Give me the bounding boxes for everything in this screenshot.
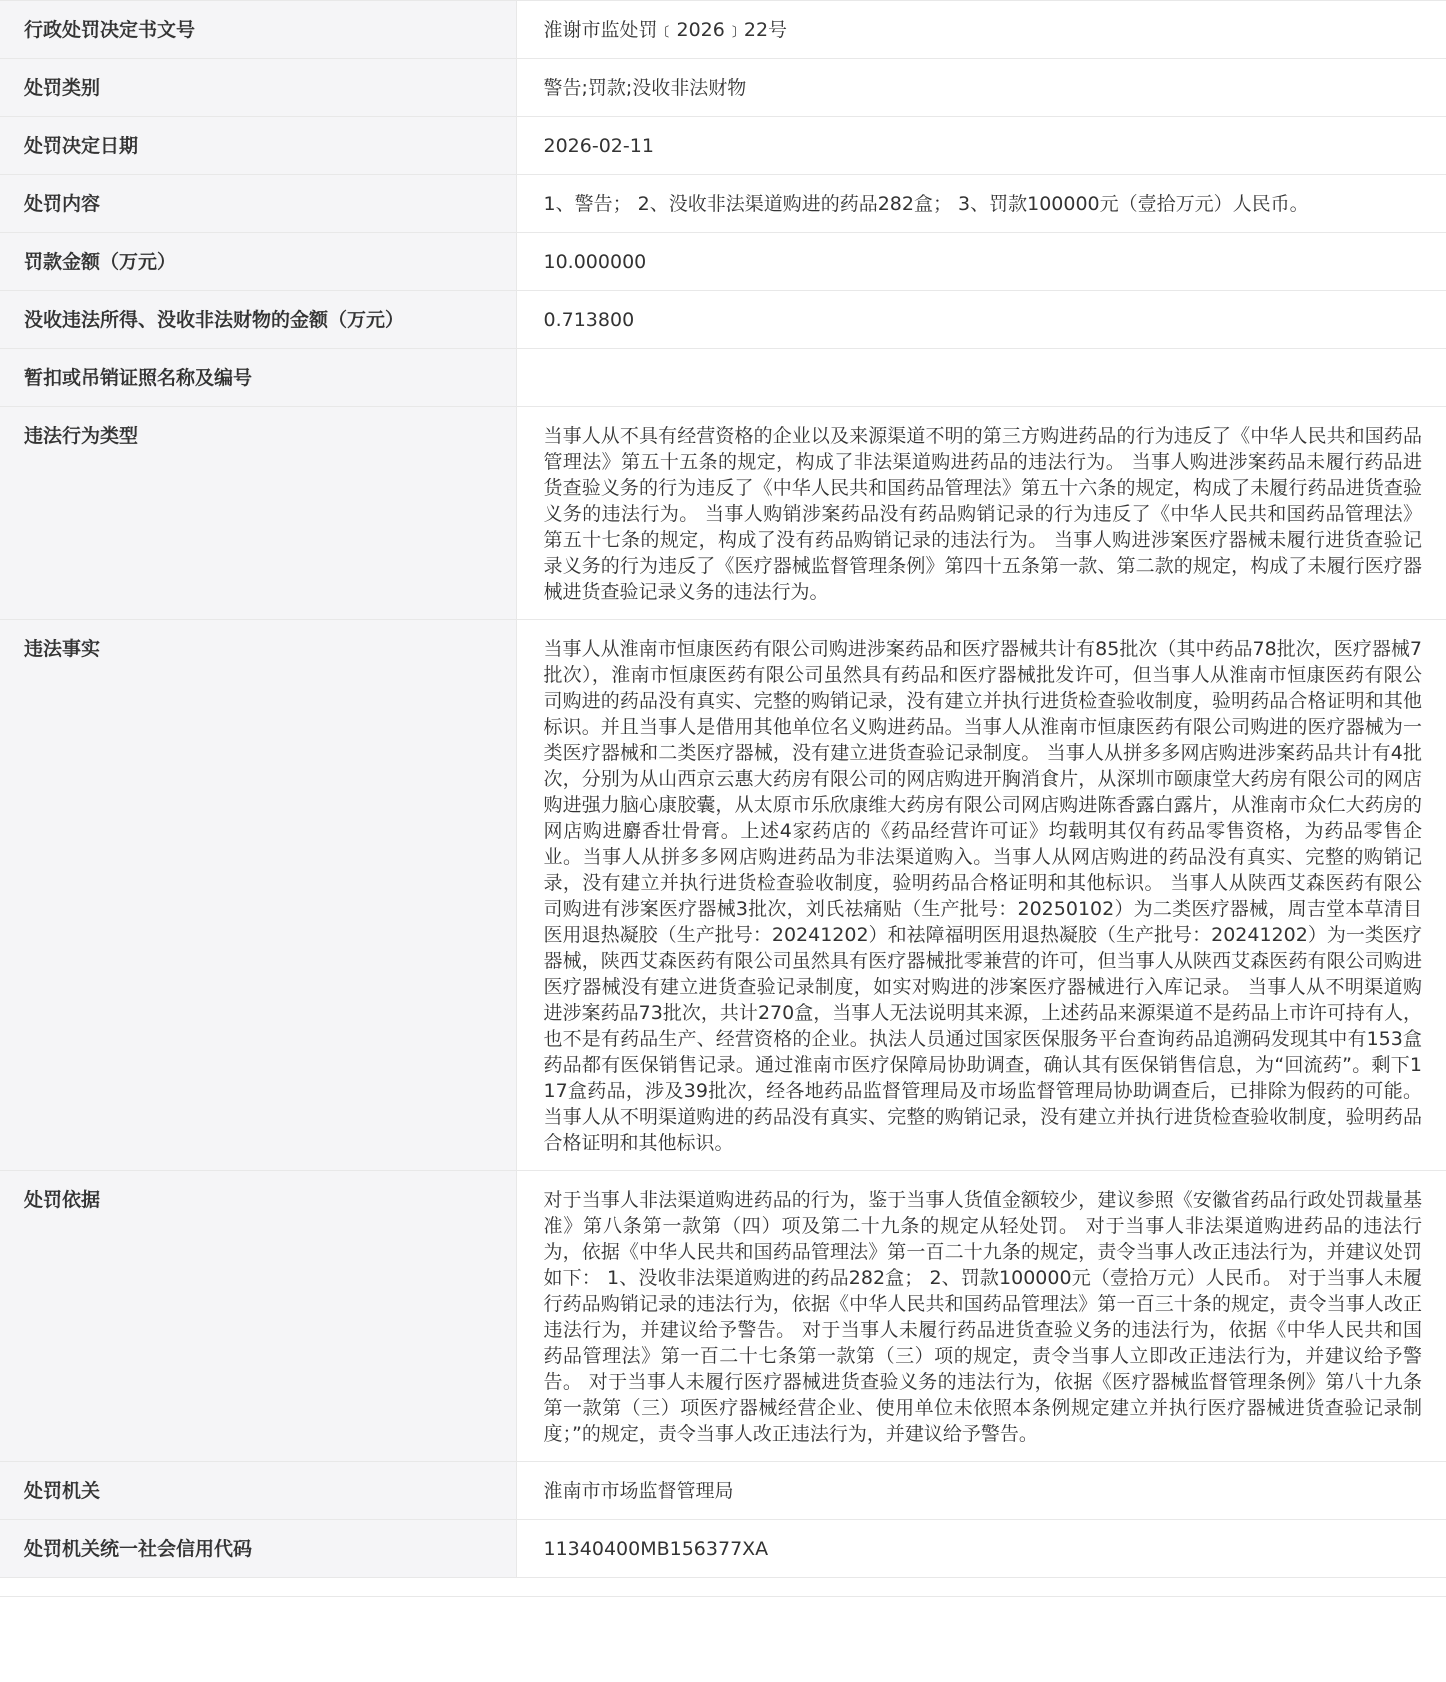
row-decision-date [0, 117, 1446, 175]
value-decision-date: 2026-02-11 [516, 117, 1446, 175]
row-violation-facts [0, 620, 1446, 1171]
row-decision-number [0, 1, 1446, 59]
bottom-divider [0, 1596, 1446, 1597]
value-decision-number: 淮谢市监处罚﹝2026﹞22号 [516, 1, 1446, 59]
value-penalty-authority: 淮南市市场监督管理局 [516, 1462, 1446, 1520]
label-fine-amount: 罚款金额（万元） [0, 233, 516, 291]
value-penalty-basis: 对于当事人非法渠道购进药品的行为，鉴于当事人货值金额较少，建议参照《安徽省药品行政处罚裁量基准》第八条第一款第（四）项及第二十九条的规定从轻处罚。 对于当事人非法渠道购进药品的违法行为，依据《中华人民共和国药品管理法》第一百二十九条的规定，责令当事人改正违法行为，并建议处罚如下： 1、没收非法渠道购进的药品282盒； 2、罚款100000元（壹拾万元）人民币。 对于当事人未履行药品购销记录的违法行为，依据《中华人民共和国药品管理法》第一百三十条的规定，责令当事人改正违法行为，并建议给予警告。 对于当事人未履行药品进货查验义务的违法行为，依据《中华人民共和国药品管理法》第一百二十七条第一款第（三）项的规定，责令当事人立即改正违法行为，并建议给予警告。 对于当事人未履行医疗器械进货查验义务的违法行为，依据《医疗器械监督管理条例》第八十九条第一款第（三）项医疗器械经营企业、使用单位未依照本条例规定建立并执行医疗器械进货查验记录制度；”的规定，责令当事人改正违法行为，并建议给予警告。 [516, 1171, 1446, 1462]
label-decision-date: 处罚决定日期 [0, 117, 516, 175]
value-fine-amount: 10.000000 [516, 233, 1446, 291]
label-authority-credit-code: 处罚机关统一社会信用代码 [0, 1520, 516, 1578]
label-license-suspension: 暂扣或吊销证照名称及编号 [0, 349, 516, 407]
value-authority-credit-code: 11340400MB156377XA [516, 1520, 1446, 1578]
label-violation-facts: 违法事实 [0, 620, 516, 1171]
value-penalty-category: 警告;罚款;没收非法财物 [516, 59, 1446, 117]
label-confiscation-amount: 没收违法所得、没收非法财物的金额（万元） [0, 291, 516, 349]
value-penalty-content: 1、警告； 2、没收非法渠道购进的药品282盒； 3、罚款100000元（壹拾万元）人民币。 [516, 175, 1446, 233]
value-violation-type: 当事人从不具有经营资格的企业以及来源渠道不明的第三方购进药品的行为违反了《中华人民共和国药品管理法》第五十五条的规定，构成了非法渠道购进药品的违法行为。 当事人购进涉案药品未履行药品进货查验义务的行为违反了《中华人民共和国药品管理法》第五十六条的规定，构成了未履行药品进货查验义务的违法行为。 当事人购销涉案药品没有药品购销记录的行为违反了《中华人民共和国药品管理法》第五十七条的规定，构成了没有药品购销记录的违法行为。 当事人购进涉案医疗器械未履行进货查验记录义务的行为违反了《医疗器械监督管理条例》第四十五条第一款、第二款的规定，构成了未履行医疗器械进货查验记录义务的违法行为。 [516, 407, 1446, 620]
value-confiscation-amount: 0.713800 [516, 291, 1446, 349]
value-license-suspension [516, 349, 1446, 407]
row-confiscation-amount [0, 291, 1446, 349]
row-penalty-content [0, 175, 1446, 233]
row-violation-type [0, 407, 1446, 620]
value-violation-facts: 当事人从淮南市恒康医药有限公司购进涉案药品和医疗器械共计有85批次（其中药品78批次，医疗器械7批次），淮南市恒康医药有限公司虽然具有药品和医疗器械批发许可，但当事人从淮南市恒康医药有限公司购进的药品没有真实、完整的购销记录，没有建立并执行进货检查验收制度，验明药品合格证明和其他标识。并且当事人是借用其他单位名义购进药品。当事人从淮南市恒康医药有限公司购进的医疗器械为一类医疗器械和二类医疗器械，没有建立进货查验记录制度。 当事人从拼多多网店购进涉案药品共计有4批次，分别为从山西京云惠大药房有限公司的网店购进开胸消食片，从深圳市颐康堂大药房有限公司的网店购进强力脑心康胶囊，从太原市乐欣康维大药房有限公司网店购进陈香露白露片，从淮南市众仁大药房的网店购进麝香壮骨膏。上述4家药店的《药品经营许可证》均载明其仅有药品零售资格，为药品零售企业。当事人从拼多多网店购进药品为非法渠道购入。当事人从网店购进的药品没有真实、完整的购销记录，没有建立并执行进货检查验收制度，验明药品合格证明和其他标识。 当事人从陕西艾森医药有限公司购进有涉案医疗器械3批次，刘氏祛痛贴（生产批号：20250102）为二类医疗器械，周吉堂本草清目医用退热凝胶（生产批号：20241202）和祛障福明医用退热凝胶（生产批号：20241202）为一类医疗器械，陕西艾森医药有限公司虽然具有医疗器械批零兼营的许可，但当事人从陕西艾森医药有限公司购进医疗器械没有建立进货查验记录制度，如实对购进的涉案医疗器械进行入库记录。 当事人从不明渠道购进涉案药品73批次，共计270盒，当事人无法说明其来源，上述药品来源渠道不是药品上市许可持有人，也不是有药品生产、经营资格的企业。执法人员通过国家医保服务平台查询药品追溯码发现其中有153盒药品都有医保销售记录。通过淮南市医疗保障局协助调查，确认其有医保销售信息，为“回流药”。剩下117盒药品，涉及39批次，经各地药品监督管理局及市场监督管理局协助调查后，已排除为假药的可能。 当事人从不明渠道购进的药品没有真实、完整的购销记录，没有建立并执行进货检查验收制度，验明药品合格证明和其他标识。 [516, 620, 1446, 1171]
row-penalty-authority [0, 1462, 1446, 1520]
label-penalty-basis: 处罚依据 [0, 1171, 516, 1462]
label-penalty-category: 处罚类别 [0, 59, 516, 117]
row-authority-credit-code [0, 1520, 1446, 1578]
row-penalty-basis [0, 1171, 1446, 1462]
row-penalty-category [0, 59, 1446, 117]
label-penalty-content: 处罚内容 [0, 175, 516, 233]
row-fine-amount [0, 233, 1446, 291]
label-violation-type: 违法行为类型 [0, 407, 516, 620]
row-license-suspension [0, 349, 1446, 407]
label-decision-number: 行政处罚决定书文号 [0, 1, 516, 59]
label-penalty-authority: 处罚机关 [0, 1462, 516, 1520]
